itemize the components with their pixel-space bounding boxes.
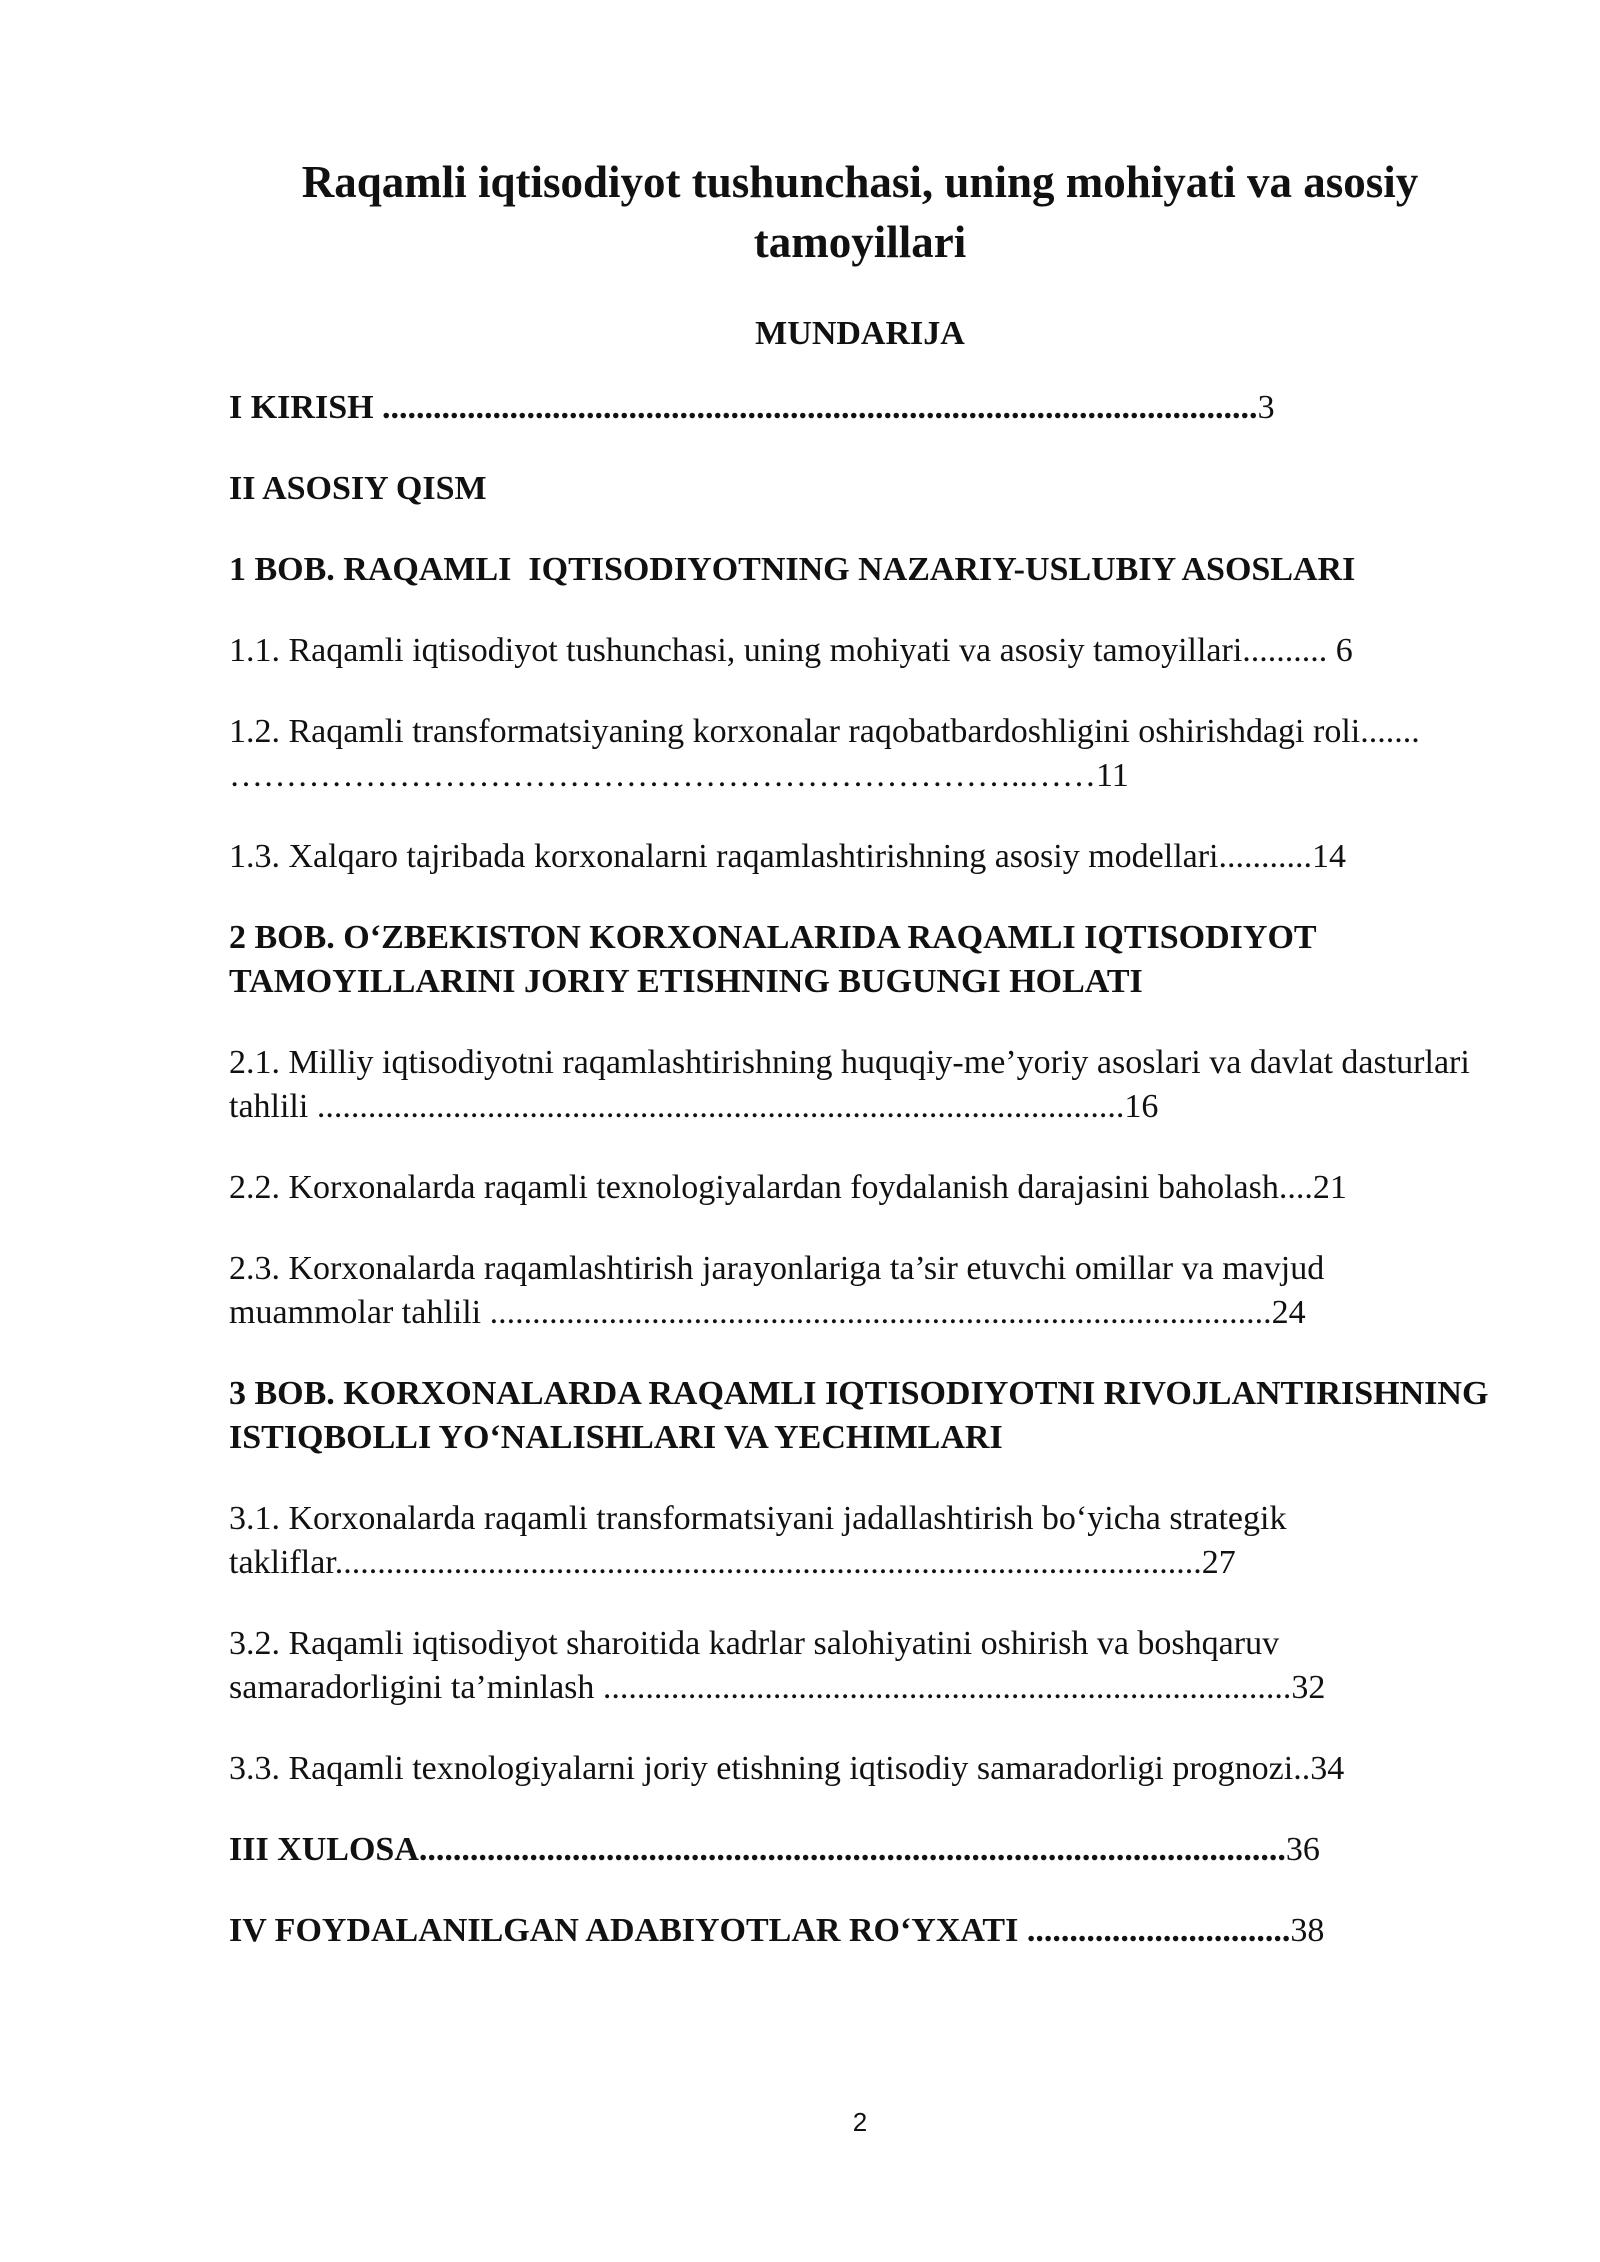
toc-entry-3-1 [229, 1497, 1489, 1585]
toc-entry-text: II ASOSIY QISM [229, 470, 487, 507]
toc-entry-chapter-1 [229, 548, 1489, 592]
toc-entry-3-2 [229, 1622, 1489, 1710]
toc-heading: MUNDARIJA [755, 315, 965, 352]
toc-entry-text: 1 BOB. RAQAMLI IQTISODIYOTNING NAZARIY-USLUBIY ASOSLARI [229, 551, 1356, 588]
toc-entry-page: 6 [1335, 632, 1353, 669]
document-title: Raqamli iqtisodiyot tushunchasi, uning mohiyati va asosiy tamoyillari [301, 157, 1419, 267]
toc-entry-page: 24 [1271, 1294, 1306, 1331]
toc-entry-2-2 [229, 1166, 1489, 1210]
toc-entry-page: 36 [1285, 1831, 1320, 1868]
toc-entry-1-1 [229, 629, 1489, 673]
toc-entry-adabiyotlar [229, 1909, 1489, 1953]
page-number: 2 [852, 2107, 868, 2137]
toc-entry-2-3 [229, 1247, 1489, 1335]
toc-entry-page: 11 [1096, 757, 1129, 794]
toc-entry-text: 2.3. Korxonalarda raqamlashtirish jarayonlariga ta’sir etuvchi omillar va mavjud muammolar tahlili ............................................................................................ [229, 1250, 1333, 1331]
toc-entry-text: III XULOSA...................................................................................................... [229, 1831, 1286, 1868]
toc-entry-text: 3.2. Raqamli iqtisodiyot sharoitida kadrlar salohiyatini oshirish va boshqaruv samaradorligini ta’minlash ................................................................................. [229, 1625, 1292, 1706]
toc-entry-text: 2.1. Milliy iqtisodiyotni raqamlashtirishning huquqiy-me’yoriy asoslari va davlat dasturlari tahlili ............................................................................................... [229, 1044, 1479, 1125]
toc-entry-2-1 [229, 1041, 1489, 1129]
toc-entry-text: 3 BOB. KORXONALARDA RAQAMLI IQTISODIYOTNI RIVOJLANTIRISHNING ISTIQBOLLI YO‘NALISHLARI VA YECHIMLARI [229, 1375, 1497, 1456]
toc-entry-text: IV FOYDALANILGAN ADABIYOTLAR RO‘YXATI ............................... [229, 1912, 1291, 1949]
toc-entry-xulosa [229, 1828, 1489, 1872]
toc-entry-text: 1.1. Raqamli iqtisodiyot tushunchasi, uning mohiyati va asosiy tamoyillari.......... [229, 632, 1336, 669]
toc-entry-text: 3.1. Korxonalarda raqamli transformatsiyani jadallashtirish bo‘yicha strategik takliflar...................................................................................................... [229, 1500, 1295, 1581]
toc-entry-text: 2 BOB. O‘ZBEKISTON KORXONALARIDA RAQAMLI IQTISODIYOT TAMOYILLARINI JORIY ETISHNING BUGUNGI HOLATI [229, 919, 1324, 1000]
table-of-contents [229, 386, 1497, 1990]
toc-entry-page: 3 [1257, 389, 1275, 426]
toc-entry-text: 3.3. Raqamli texnologiyalarni joriy etishning iqtisodiy samaradorligi prognozi.. [229, 1750, 1311, 1787]
toc-entry-1-3 [229, 835, 1489, 879]
toc-entry-text: 1.3. Xalqaro tajribada korxonalarni raqamlashtirishning asosiy modellari........... [229, 838, 1313, 875]
toc-entry-chapter-2 [229, 916, 1489, 1004]
toc-entry-page: 21 [1312, 1169, 1347, 1206]
toc-entry-kirish [229, 386, 1489, 430]
toc-entry-chapter-3 [229, 1372, 1497, 1460]
toc-entry-text: 2.2. Korxonalarda raqamli texnologiyalardan foydalanish darajasini baholash.... [229, 1169, 1313, 1206]
toc-entry-page: 16 [1124, 1088, 1159, 1125]
toc-entry-page: 27 [1201, 1544, 1236, 1581]
toc-entry-page: 14 [1312, 838, 1347, 875]
toc-entry-page: 34 [1310, 1750, 1345, 1787]
toc-entry-page: 32 [1291, 1669, 1326, 1706]
toc-entry-asosiy-qism [229, 467, 1489, 511]
toc-entry-text: 1.2. Raqamli transformatsiyaning korxonalar raqobatbardoshligini oshirishdagi roli....... ……………………………………………………………..…… [229, 713, 1429, 794]
toc-entry-page: 38 [1290, 1912, 1325, 1949]
toc-entry-1-2 [229, 710, 1489, 798]
toc-entry-text: I KIRISH ....................................................................................................... [229, 389, 1258, 426]
toc-entry-3-3 [229, 1747, 1489, 1791]
